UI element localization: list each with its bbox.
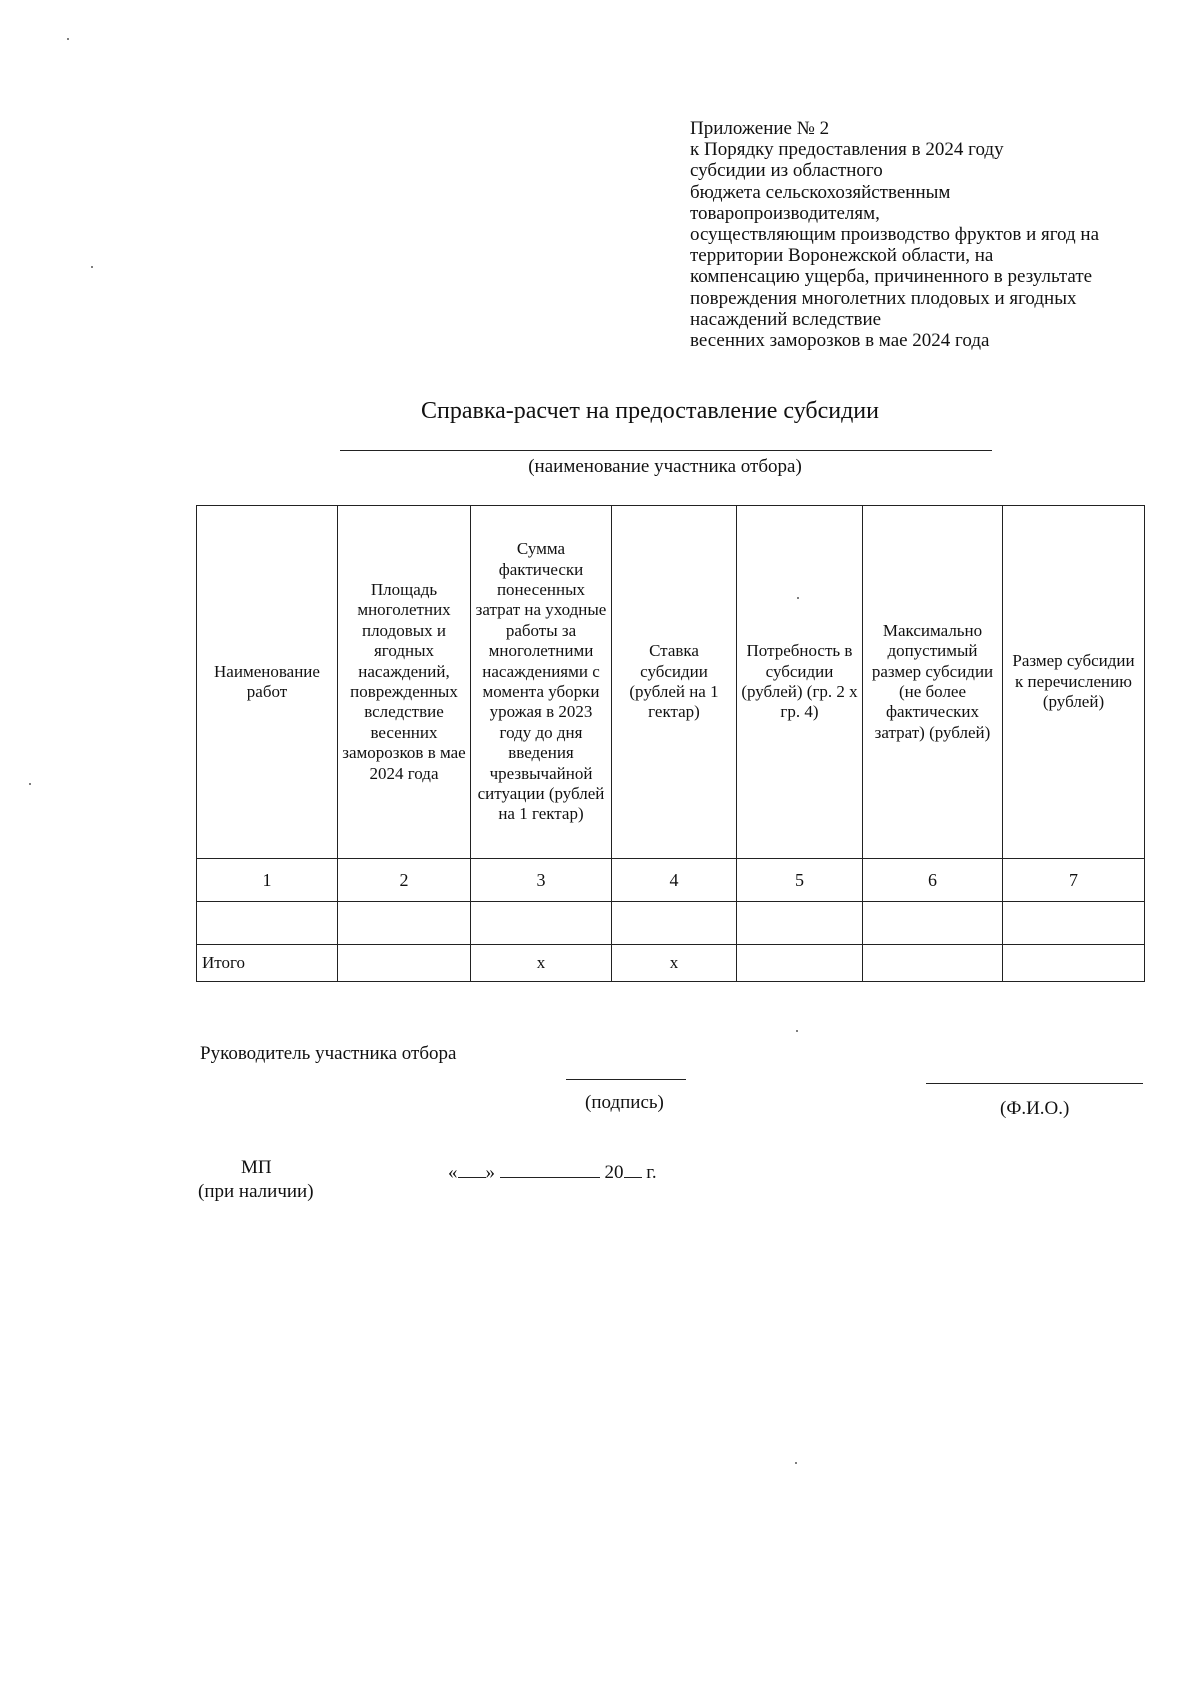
appendix-line: к Порядку предоставления в 2024 году xyxy=(690,139,1004,161)
table-cell[interactable] xyxy=(338,902,471,945)
table-cell[interactable] xyxy=(737,945,863,982)
month-blank[interactable] xyxy=(500,1159,600,1178)
scan-speck xyxy=(795,1462,797,1464)
subsidy-calculation-table xyxy=(196,505,1145,982)
appendix-line: весенних заморозков в мае 2024 года xyxy=(690,330,990,352)
scan-speck xyxy=(796,1030,798,1032)
year-prefix: 20 xyxy=(604,1162,624,1183)
table-cell[interactable] xyxy=(471,902,612,945)
document-title: Справка-расчет на предоставление субсидии xyxy=(421,398,879,424)
table-cell[interactable] xyxy=(863,945,1003,982)
appendix-line: территории Воронежской области, на xyxy=(690,245,994,267)
table-cell[interactable] xyxy=(1003,902,1145,945)
table-header-row xyxy=(197,506,1145,859)
column-header: Размер субсидии к перечислению (рублей) xyxy=(1003,506,1145,859)
participant-name-line xyxy=(340,450,992,451)
table-cell[interactable] xyxy=(197,902,338,945)
total-row xyxy=(197,945,1145,982)
full-name-line[interactable] xyxy=(926,1083,1143,1084)
scan-speck xyxy=(29,783,31,785)
appendix-line: осуществляющим производство фруктов и ягод на xyxy=(690,224,1100,246)
scan-speck xyxy=(67,38,69,40)
column-number: 2 xyxy=(338,859,471,902)
year-blank[interactable] xyxy=(624,1159,642,1178)
column-header: Потребность в субсидии (рублей) (гр. 2 х гр. 4) xyxy=(737,506,863,859)
table-cell[interactable] xyxy=(612,902,737,945)
scan-speck xyxy=(797,597,799,599)
column-header: Ставка субсидии (рублей на 1 гектар) xyxy=(612,506,737,859)
table-cell[interactable] xyxy=(863,902,1003,945)
column-header: Сумма фактически понесенных затрат на уходные работы за многолетними насаждениями с момента уборки урожая в 2023 году до дня введения чрезвычайной ситуации (рублей на 1 гектар) xyxy=(471,506,612,859)
scan-speck xyxy=(91,266,93,268)
day-blank[interactable] xyxy=(458,1159,486,1178)
signature-line[interactable] xyxy=(566,1079,686,1080)
table-cell[interactable] xyxy=(1003,945,1145,982)
column-header: Площадь многолетних плодовых и ягодных насаждений, поврежденных вследствие весенних заморозков в мае 2024 года xyxy=(338,506,471,859)
date-field[interactable] xyxy=(448,1159,657,1184)
column-number: 3 xyxy=(471,859,612,902)
year-suffix: г. xyxy=(646,1162,657,1183)
table-cell[interactable] xyxy=(737,902,863,945)
seal-note: (при наличии) xyxy=(198,1181,314,1202)
appendix-line: компенсацию ущерба, причиненного в результате xyxy=(690,266,1093,288)
seal-label: МП xyxy=(241,1157,272,1178)
column-number: 7 xyxy=(1003,859,1145,902)
table-cell: x xyxy=(471,945,612,982)
date-open-quote: « xyxy=(448,1162,458,1183)
date-close-quote: » xyxy=(485,1162,495,1183)
column-number: 4 xyxy=(612,859,737,902)
appendix-line: субсидии из областного xyxy=(690,160,883,182)
appendix-header xyxy=(690,118,1160,351)
table-row xyxy=(197,902,1145,945)
appendix-line: Приложение № 2 xyxy=(690,118,830,139)
column-number: 5 xyxy=(737,859,863,902)
column-header: Наименование работ xyxy=(197,506,338,859)
column-header: Максимально допустимый размер субсидии (не более фактических затрат) (рублей) xyxy=(863,506,1003,859)
column-number: 1 xyxy=(197,859,338,902)
signature-caption: (подпись) xyxy=(585,1092,664,1113)
appendix-line: бюджета сельскохозяйственным xyxy=(690,181,951,203)
appendix-line: товаропроизводителям, xyxy=(690,202,880,224)
table-cell: x xyxy=(612,945,737,982)
column-number: 6 xyxy=(863,859,1003,902)
total-label: Итого xyxy=(197,945,338,982)
head-of-participant-label: Руководитель участника отбора xyxy=(200,1043,457,1064)
column-number-row xyxy=(197,859,1145,902)
full-name-caption: (Ф.И.О.) xyxy=(1000,1098,1070,1119)
table-cell[interactable] xyxy=(338,945,471,982)
appendix-line: насаждений вследствие xyxy=(690,308,882,330)
participant-name-caption: (наименование участника отбора) xyxy=(528,456,802,477)
appendix-line: повреждения многолетних плодовых и ягодных xyxy=(690,287,1077,309)
